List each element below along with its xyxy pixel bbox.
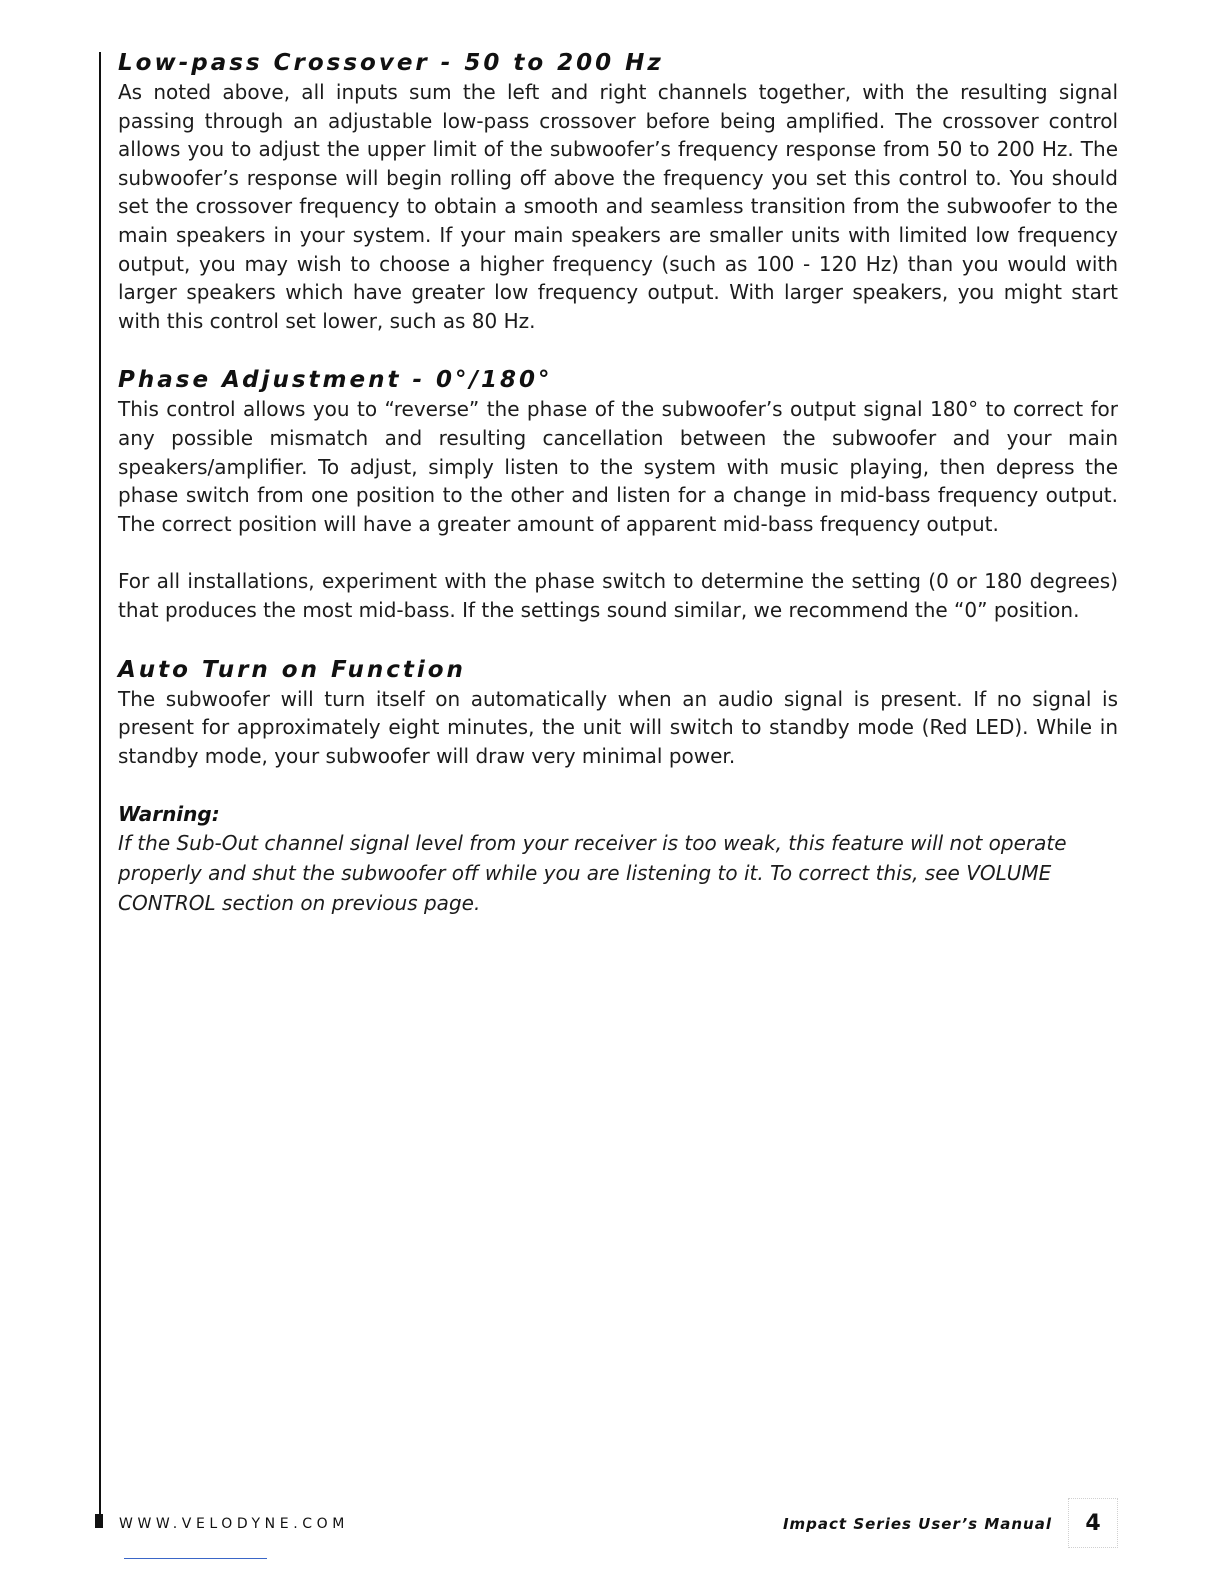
left-margin-rule (99, 52, 101, 1522)
footer-manual-title: Impact Series User’s Manual (782, 1515, 1052, 1533)
bottom-edge-line (124, 1558, 267, 1559)
section-title-lowpass-crossover: Low-pass Crossover - 50 to 200 Hz (118, 50, 664, 76)
warning-text: If the Sub-Out channel signal level from your receiver is too weak, this feature will not operate properly and shut the subwoofer off while you are listening to it. To correct this, see VOLUME CONTROL section on previous page. (118, 831, 1067, 916)
footer-website-url: WWW.VELODYNE.COM (119, 1516, 349, 1532)
warning-label: Warning: (118, 802, 220, 827)
section-title-phase-adjustment: Phase Adjustment - 0°/180° (118, 367, 553, 394)
section-title-auto-turn-on: Auto Turn on Function (118, 656, 466, 683)
page-number: 4 (1068, 1498, 1118, 1548)
lowpass-crossover-paragraph: As noted above, all inputs sum the left and right channels together, with the resulting signal passing through an adjustable low-pass crossover before being amplified. The crossover control allows you to adjust the upper limit of the subwoofer’s frequency response from 50 to 200 Hz. The subwoofer’s response will begin rolling off above the frequency you set this control to. You should set the crossover frequency to obtain a smooth and seamless transition from the subwoofer to the main speakers in your system. If your main speakers are smaller units with limited low frequency output, you may wish to choose a higher frequency (such as 100 - 120 Hz) than you would with larger speakers which have greater low frequency output. With larger speakers, you might start with this control set lower, such as 80 Hz. (118, 80, 1118, 333)
page-content (118, 48, 1118, 918)
phase-adjustment-paragraph-1: This control allows you to “reverse” the phase of the subwoofer’s output signal 180° to correct for any possible mismatch and resulting cancellation between the subwoofer and your main speakers/amplifier. To adjust, simply listen to the system with music playing, then depress the phase switch from one position to the other and listen for a change in mid-bass frequency output. The correct position will have a greater amount of apparent mid-bass frequency output. (118, 397, 1118, 536)
left-margin-rule-end-mark (95, 1514, 103, 1528)
phase-adjustment-paragraph-2: For all installations, experiment with the phase switch to determine the setting (0 or 180 degrees) that produces the most mid-bass. If the settings sound similar, we recommend the “0” position. (118, 569, 1118, 622)
auto-turn-on-paragraph: The subwoofer will turn itself on automatically when an audio signal is present. If no signal is present for approximately eight minutes, the unit will switch to standby mode (Red LED). While in standby mode, your subwoofer will draw very minimal power. (118, 686, 1118, 768)
